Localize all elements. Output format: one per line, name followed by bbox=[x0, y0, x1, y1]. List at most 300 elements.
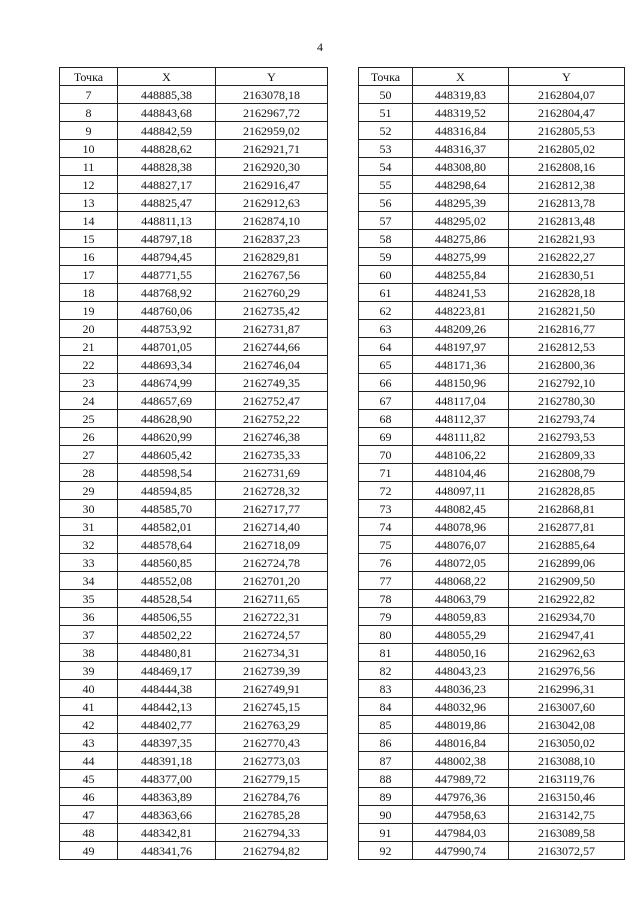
cell-x: 448068,22 bbox=[413, 572, 509, 590]
cell-y: 2162812,53 bbox=[509, 338, 625, 356]
cell-y: 2162912,63 bbox=[216, 194, 328, 212]
cell-x: 448506,55 bbox=[118, 608, 216, 626]
table-body-right bbox=[359, 86, 625, 860]
cell-point: 76 bbox=[359, 554, 413, 572]
cell-x: 448794,45 bbox=[118, 248, 216, 266]
table-row bbox=[359, 644, 625, 662]
cell-x: 448316,84 bbox=[413, 122, 509, 140]
cell-x: 448076,07 bbox=[413, 536, 509, 554]
cell-x: 448019,86 bbox=[413, 716, 509, 734]
table-row bbox=[359, 248, 625, 266]
cell-point: 67 bbox=[359, 392, 413, 410]
cell-point: 69 bbox=[359, 428, 413, 446]
header-x: X bbox=[118, 68, 216, 86]
cell-x: 448032,96 bbox=[413, 698, 509, 716]
cell-y: 2162735,42 bbox=[216, 302, 328, 320]
cell-y: 2162877,81 bbox=[509, 518, 625, 536]
table-row bbox=[359, 770, 625, 788]
cell-point: 90 bbox=[359, 806, 413, 824]
cell-point: 34 bbox=[60, 572, 118, 590]
cell-point: 83 bbox=[359, 680, 413, 698]
table-body-left bbox=[60, 86, 328, 860]
cell-y: 2162874,10 bbox=[216, 212, 328, 230]
cell-x: 448585,70 bbox=[118, 500, 216, 518]
cell-y: 2162763,29 bbox=[216, 716, 328, 734]
cell-point: 43 bbox=[60, 734, 118, 752]
cell-y: 2162804,07 bbox=[509, 86, 625, 104]
cell-x: 448295,39 bbox=[413, 194, 509, 212]
table-row bbox=[60, 140, 328, 158]
cell-point: 40 bbox=[60, 680, 118, 698]
cell-point: 25 bbox=[60, 410, 118, 428]
cell-x: 448016,84 bbox=[413, 734, 509, 752]
cell-y: 2162830,51 bbox=[509, 266, 625, 284]
cell-x: 448701,05 bbox=[118, 338, 216, 356]
table-row bbox=[359, 356, 625, 374]
cell-y: 2162785,28 bbox=[216, 806, 328, 824]
table-row bbox=[60, 104, 328, 122]
cell-point: 58 bbox=[359, 230, 413, 248]
cell-y: 2162746,04 bbox=[216, 356, 328, 374]
table-row bbox=[359, 680, 625, 698]
table-row bbox=[60, 734, 328, 752]
cell-y: 2162821,93 bbox=[509, 230, 625, 248]
cell-x: 448605,42 bbox=[118, 446, 216, 464]
table-row bbox=[60, 716, 328, 734]
cell-point: 57 bbox=[359, 212, 413, 230]
cell-point: 39 bbox=[60, 662, 118, 680]
cell-y: 2163042,08 bbox=[509, 716, 625, 734]
table-row bbox=[359, 392, 625, 410]
cell-x: 448316,37 bbox=[413, 140, 509, 158]
cell-y: 2163072,57 bbox=[509, 842, 625, 860]
cell-x: 448442,13 bbox=[118, 698, 216, 716]
cell-y: 2162916,47 bbox=[216, 176, 328, 194]
table-row bbox=[60, 482, 328, 500]
cell-x: 448444,38 bbox=[118, 680, 216, 698]
table-row bbox=[60, 320, 328, 338]
cell-y: 2162767,56 bbox=[216, 266, 328, 284]
cell-x: 448885,38 bbox=[118, 86, 216, 104]
cell-x: 448111,82 bbox=[413, 428, 509, 446]
cell-x: 448469,17 bbox=[118, 662, 216, 680]
table-row bbox=[359, 536, 625, 554]
cell-x: 448063,79 bbox=[413, 590, 509, 608]
cell-y: 2162718,09 bbox=[216, 536, 328, 554]
cell-y: 2162805,53 bbox=[509, 122, 625, 140]
cell-y: 2162770,43 bbox=[216, 734, 328, 752]
table-row bbox=[359, 104, 625, 122]
cell-y: 2162822,27 bbox=[509, 248, 625, 266]
cell-x: 448255,84 bbox=[413, 266, 509, 284]
table-row bbox=[60, 626, 328, 644]
cell-y: 2162760,29 bbox=[216, 284, 328, 302]
table-row bbox=[359, 446, 625, 464]
cell-y: 2162793,74 bbox=[509, 410, 625, 428]
cell-x: 448197,97 bbox=[413, 338, 509, 356]
cell-y: 2162745,15 bbox=[216, 698, 328, 716]
cell-y: 2162899,06 bbox=[509, 554, 625, 572]
table-row bbox=[359, 518, 625, 536]
table-row bbox=[359, 626, 625, 644]
table-row bbox=[60, 698, 328, 716]
cell-point: 38 bbox=[60, 644, 118, 662]
cell-y: 2162793,53 bbox=[509, 428, 625, 446]
cell-x: 448341,76 bbox=[118, 842, 216, 860]
cell-point: 86 bbox=[359, 734, 413, 752]
cell-x: 448059,83 bbox=[413, 608, 509, 626]
table-header-row bbox=[359, 68, 625, 86]
cell-y: 2162717,77 bbox=[216, 500, 328, 518]
table-row bbox=[60, 410, 328, 428]
cell-point: 49 bbox=[60, 842, 118, 860]
cell-y: 2162921,71 bbox=[216, 140, 328, 158]
cell-point: 21 bbox=[60, 338, 118, 356]
table-row bbox=[60, 680, 328, 698]
cell-y: 2162959,02 bbox=[216, 122, 328, 140]
cell-x: 448072,05 bbox=[413, 554, 509, 572]
table-row bbox=[60, 518, 328, 536]
table-row bbox=[359, 662, 625, 680]
cell-x: 448674,99 bbox=[118, 374, 216, 392]
cell-x: 448050,16 bbox=[413, 644, 509, 662]
cell-y: 2162735,33 bbox=[216, 446, 328, 464]
cell-x: 448402,77 bbox=[118, 716, 216, 734]
cell-y: 2162808,16 bbox=[509, 158, 625, 176]
table-row bbox=[60, 176, 328, 194]
cell-x: 448112,37 bbox=[413, 410, 509, 428]
cell-point: 77 bbox=[359, 572, 413, 590]
cell-point: 41 bbox=[60, 698, 118, 716]
cell-point: 19 bbox=[60, 302, 118, 320]
header-point: Точка bbox=[359, 68, 413, 86]
table-row bbox=[60, 122, 328, 140]
cell-point: 65 bbox=[359, 356, 413, 374]
cell-x: 448055,29 bbox=[413, 626, 509, 644]
table-row bbox=[60, 158, 328, 176]
cell-x: 448693,34 bbox=[118, 356, 216, 374]
cell-point: 80 bbox=[359, 626, 413, 644]
table-row bbox=[60, 464, 328, 482]
cell-point: 72 bbox=[359, 482, 413, 500]
table-row bbox=[60, 752, 328, 770]
cell-point: 20 bbox=[60, 320, 118, 338]
cell-y: 2162816,77 bbox=[509, 320, 625, 338]
table-row bbox=[359, 122, 625, 140]
cell-point: 30 bbox=[60, 500, 118, 518]
table-row bbox=[60, 590, 328, 608]
cell-x: 448241,53 bbox=[413, 284, 509, 302]
cell-y: 2163007,60 bbox=[509, 698, 625, 716]
table-row bbox=[359, 284, 625, 302]
cell-y: 2162724,78 bbox=[216, 554, 328, 572]
cell-point: 52 bbox=[359, 122, 413, 140]
table-row bbox=[60, 374, 328, 392]
cell-y: 2162813,48 bbox=[509, 212, 625, 230]
cell-x: 448150,96 bbox=[413, 374, 509, 392]
cell-x: 448275,86 bbox=[413, 230, 509, 248]
table-row bbox=[359, 590, 625, 608]
cell-x: 448298,64 bbox=[413, 176, 509, 194]
cell-point: 92 bbox=[359, 842, 413, 860]
cell-x: 448598,54 bbox=[118, 464, 216, 482]
cell-point: 44 bbox=[60, 752, 118, 770]
cell-point: 29 bbox=[60, 482, 118, 500]
cell-y: 2162714,40 bbox=[216, 518, 328, 536]
header-point: Точка bbox=[60, 68, 118, 86]
cell-x: 448082,45 bbox=[413, 500, 509, 518]
header-x: X bbox=[413, 68, 509, 86]
coordinates-table-left bbox=[59, 67, 328, 860]
cell-y: 2162779,15 bbox=[216, 770, 328, 788]
table-row bbox=[60, 338, 328, 356]
cell-point: 46 bbox=[60, 788, 118, 806]
cell-x: 448002,38 bbox=[413, 752, 509, 770]
cell-y: 2163089,58 bbox=[509, 824, 625, 842]
table-row bbox=[359, 86, 625, 104]
table-row bbox=[60, 446, 328, 464]
cell-x: 448377,00 bbox=[118, 770, 216, 788]
cell-y: 2162752,22 bbox=[216, 410, 328, 428]
table-row bbox=[60, 86, 328, 104]
cell-point: 37 bbox=[60, 626, 118, 644]
cell-point: 16 bbox=[60, 248, 118, 266]
cell-x: 448753,92 bbox=[118, 320, 216, 338]
table-row bbox=[359, 698, 625, 716]
table-row bbox=[359, 842, 625, 860]
cell-point: 12 bbox=[60, 176, 118, 194]
cell-x: 448391,18 bbox=[118, 752, 216, 770]
cell-point: 18 bbox=[60, 284, 118, 302]
cell-point: 8 bbox=[60, 104, 118, 122]
table-row bbox=[60, 554, 328, 572]
cell-point: 74 bbox=[359, 518, 413, 536]
cell-point: 82 bbox=[359, 662, 413, 680]
cell-x: 448528,54 bbox=[118, 590, 216, 608]
cell-y: 2162739,39 bbox=[216, 662, 328, 680]
cell-x: 448828,62 bbox=[118, 140, 216, 158]
cell-point: 45 bbox=[60, 770, 118, 788]
cell-y: 2162731,69 bbox=[216, 464, 328, 482]
cell-y: 2162868,81 bbox=[509, 500, 625, 518]
table-row bbox=[359, 734, 625, 752]
cell-y: 2162808,79 bbox=[509, 464, 625, 482]
cell-x: 448502,22 bbox=[118, 626, 216, 644]
cell-x: 448223,81 bbox=[413, 302, 509, 320]
cell-point: 51 bbox=[359, 104, 413, 122]
cell-x: 448363,66 bbox=[118, 806, 216, 824]
table-row bbox=[359, 320, 625, 338]
cell-y: 2162722,31 bbox=[216, 608, 328, 626]
cell-x: 448771,55 bbox=[118, 266, 216, 284]
cell-y: 2162749,91 bbox=[216, 680, 328, 698]
table-row bbox=[60, 572, 328, 590]
cell-point: 14 bbox=[60, 212, 118, 230]
cell-point: 11 bbox=[60, 158, 118, 176]
cell-y: 2162734,31 bbox=[216, 644, 328, 662]
cell-y: 2162744,66 bbox=[216, 338, 328, 356]
cell-y: 2162947,41 bbox=[509, 626, 625, 644]
cell-x: 447958,63 bbox=[413, 806, 509, 824]
table-row bbox=[60, 248, 328, 266]
table-row bbox=[359, 806, 625, 824]
cell-y: 2162837,23 bbox=[216, 230, 328, 248]
cell-x: 448594,85 bbox=[118, 482, 216, 500]
cell-point: 36 bbox=[60, 608, 118, 626]
table-row bbox=[60, 788, 328, 806]
cell-point: 35 bbox=[60, 590, 118, 608]
cell-x: 448843,68 bbox=[118, 104, 216, 122]
cell-y: 2162749,35 bbox=[216, 374, 328, 392]
cell-x: 448582,01 bbox=[118, 518, 216, 536]
cell-x: 448560,85 bbox=[118, 554, 216, 572]
cell-y: 2162773,03 bbox=[216, 752, 328, 770]
cell-x: 448828,38 bbox=[118, 158, 216, 176]
cell-y: 2162809,33 bbox=[509, 446, 625, 464]
cell-x: 448827,17 bbox=[118, 176, 216, 194]
cell-x: 448171,36 bbox=[413, 356, 509, 374]
cell-point: 33 bbox=[60, 554, 118, 572]
cell-point: 68 bbox=[359, 410, 413, 428]
cell-y: 2163078,18 bbox=[216, 86, 328, 104]
table-row bbox=[359, 464, 625, 482]
cell-y: 2162976,56 bbox=[509, 662, 625, 680]
cell-point: 31 bbox=[60, 518, 118, 536]
cell-point: 26 bbox=[60, 428, 118, 446]
cell-y: 2162804,47 bbox=[509, 104, 625, 122]
cell-y: 2162812,38 bbox=[509, 176, 625, 194]
table-row bbox=[60, 608, 328, 626]
cell-point: 9 bbox=[60, 122, 118, 140]
cell-y: 2162724,57 bbox=[216, 626, 328, 644]
table-row bbox=[60, 428, 328, 446]
cell-point: 17 bbox=[60, 266, 118, 284]
cell-point: 55 bbox=[359, 176, 413, 194]
cell-point: 13 bbox=[60, 194, 118, 212]
table-row bbox=[359, 608, 625, 626]
cell-point: 22 bbox=[60, 356, 118, 374]
cell-y: 2162780,30 bbox=[509, 392, 625, 410]
cell-y: 2163088,10 bbox=[509, 752, 625, 770]
cell-point: 7 bbox=[60, 86, 118, 104]
cell-x: 448097,11 bbox=[413, 482, 509, 500]
cell-y: 2162909,50 bbox=[509, 572, 625, 590]
cell-point: 73 bbox=[359, 500, 413, 518]
coordinates-table-right bbox=[358, 67, 625, 860]
cell-x: 448480,81 bbox=[118, 644, 216, 662]
cell-point: 42 bbox=[60, 716, 118, 734]
cell-y: 2163050,02 bbox=[509, 734, 625, 752]
table-row bbox=[359, 788, 625, 806]
table-row bbox=[60, 266, 328, 284]
cell-x: 447976,36 bbox=[413, 788, 509, 806]
cell-x: 448797,18 bbox=[118, 230, 216, 248]
cell-y: 2162821,50 bbox=[509, 302, 625, 320]
cell-x: 448106,22 bbox=[413, 446, 509, 464]
cell-point: 87 bbox=[359, 752, 413, 770]
cell-point: 64 bbox=[359, 338, 413, 356]
table-row bbox=[60, 284, 328, 302]
table-row bbox=[60, 662, 328, 680]
cell-x: 448308,80 bbox=[413, 158, 509, 176]
table-row bbox=[359, 410, 625, 428]
cell-y: 2162920,30 bbox=[216, 158, 328, 176]
table-row bbox=[60, 356, 328, 374]
cell-x: 448578,64 bbox=[118, 536, 216, 554]
cell-y: 2162784,76 bbox=[216, 788, 328, 806]
cell-x: 448078,96 bbox=[413, 518, 509, 536]
cell-x: 448397,35 bbox=[118, 734, 216, 752]
cell-y: 2162731,87 bbox=[216, 320, 328, 338]
table-row bbox=[359, 338, 625, 356]
cell-x: 448209,26 bbox=[413, 320, 509, 338]
cell-point: 66 bbox=[359, 374, 413, 392]
cell-y: 2162922,82 bbox=[509, 590, 625, 608]
cell-point: 47 bbox=[60, 806, 118, 824]
cell-point: 70 bbox=[359, 446, 413, 464]
table-row bbox=[359, 230, 625, 248]
cell-point: 10 bbox=[60, 140, 118, 158]
cell-y: 2162828,18 bbox=[509, 284, 625, 302]
cell-point: 85 bbox=[359, 716, 413, 734]
cell-point: 61 bbox=[359, 284, 413, 302]
table-row bbox=[359, 212, 625, 230]
cell-point: 91 bbox=[359, 824, 413, 842]
table-row bbox=[359, 716, 625, 734]
cell-x: 448043,23 bbox=[413, 662, 509, 680]
cell-x: 448363,89 bbox=[118, 788, 216, 806]
table-row bbox=[60, 194, 328, 212]
table-header-row bbox=[60, 68, 328, 86]
cell-y: 2162967,72 bbox=[216, 104, 328, 122]
cell-point: 78 bbox=[359, 590, 413, 608]
cell-point: 59 bbox=[359, 248, 413, 266]
cell-x: 448342,81 bbox=[118, 824, 216, 842]
cell-y: 2163142,75 bbox=[509, 806, 625, 824]
cell-point: 24 bbox=[60, 392, 118, 410]
page-number: 4 bbox=[317, 40, 323, 54]
table-row bbox=[60, 212, 328, 230]
cell-point: 75 bbox=[359, 536, 413, 554]
cell-point: 27 bbox=[60, 446, 118, 464]
table-row bbox=[359, 824, 625, 842]
cell-point: 79 bbox=[359, 608, 413, 626]
table-row bbox=[359, 554, 625, 572]
cell-y: 2162962,63 bbox=[509, 644, 625, 662]
cell-y: 2163119,76 bbox=[509, 770, 625, 788]
cell-y: 2162794,82 bbox=[216, 842, 328, 860]
cell-x: 448117,04 bbox=[413, 392, 509, 410]
table-row bbox=[60, 806, 328, 824]
table-row bbox=[60, 392, 328, 410]
cell-point: 53 bbox=[359, 140, 413, 158]
cell-x: 448620,99 bbox=[118, 428, 216, 446]
cell-x: 448275,99 bbox=[413, 248, 509, 266]
table-row bbox=[359, 374, 625, 392]
table-row bbox=[359, 428, 625, 446]
cell-point: 71 bbox=[359, 464, 413, 482]
cell-y: 2162934,70 bbox=[509, 608, 625, 626]
cell-y: 2163150,46 bbox=[509, 788, 625, 806]
cell-x: 448825,47 bbox=[118, 194, 216, 212]
table-row bbox=[60, 644, 328, 662]
cell-x: 448104,46 bbox=[413, 464, 509, 482]
cell-y: 2162711,65 bbox=[216, 590, 328, 608]
cell-point: 63 bbox=[359, 320, 413, 338]
cell-x: 448760,06 bbox=[118, 302, 216, 320]
cell-point: 88 bbox=[359, 770, 413, 788]
cell-y: 2162701,20 bbox=[216, 572, 328, 590]
